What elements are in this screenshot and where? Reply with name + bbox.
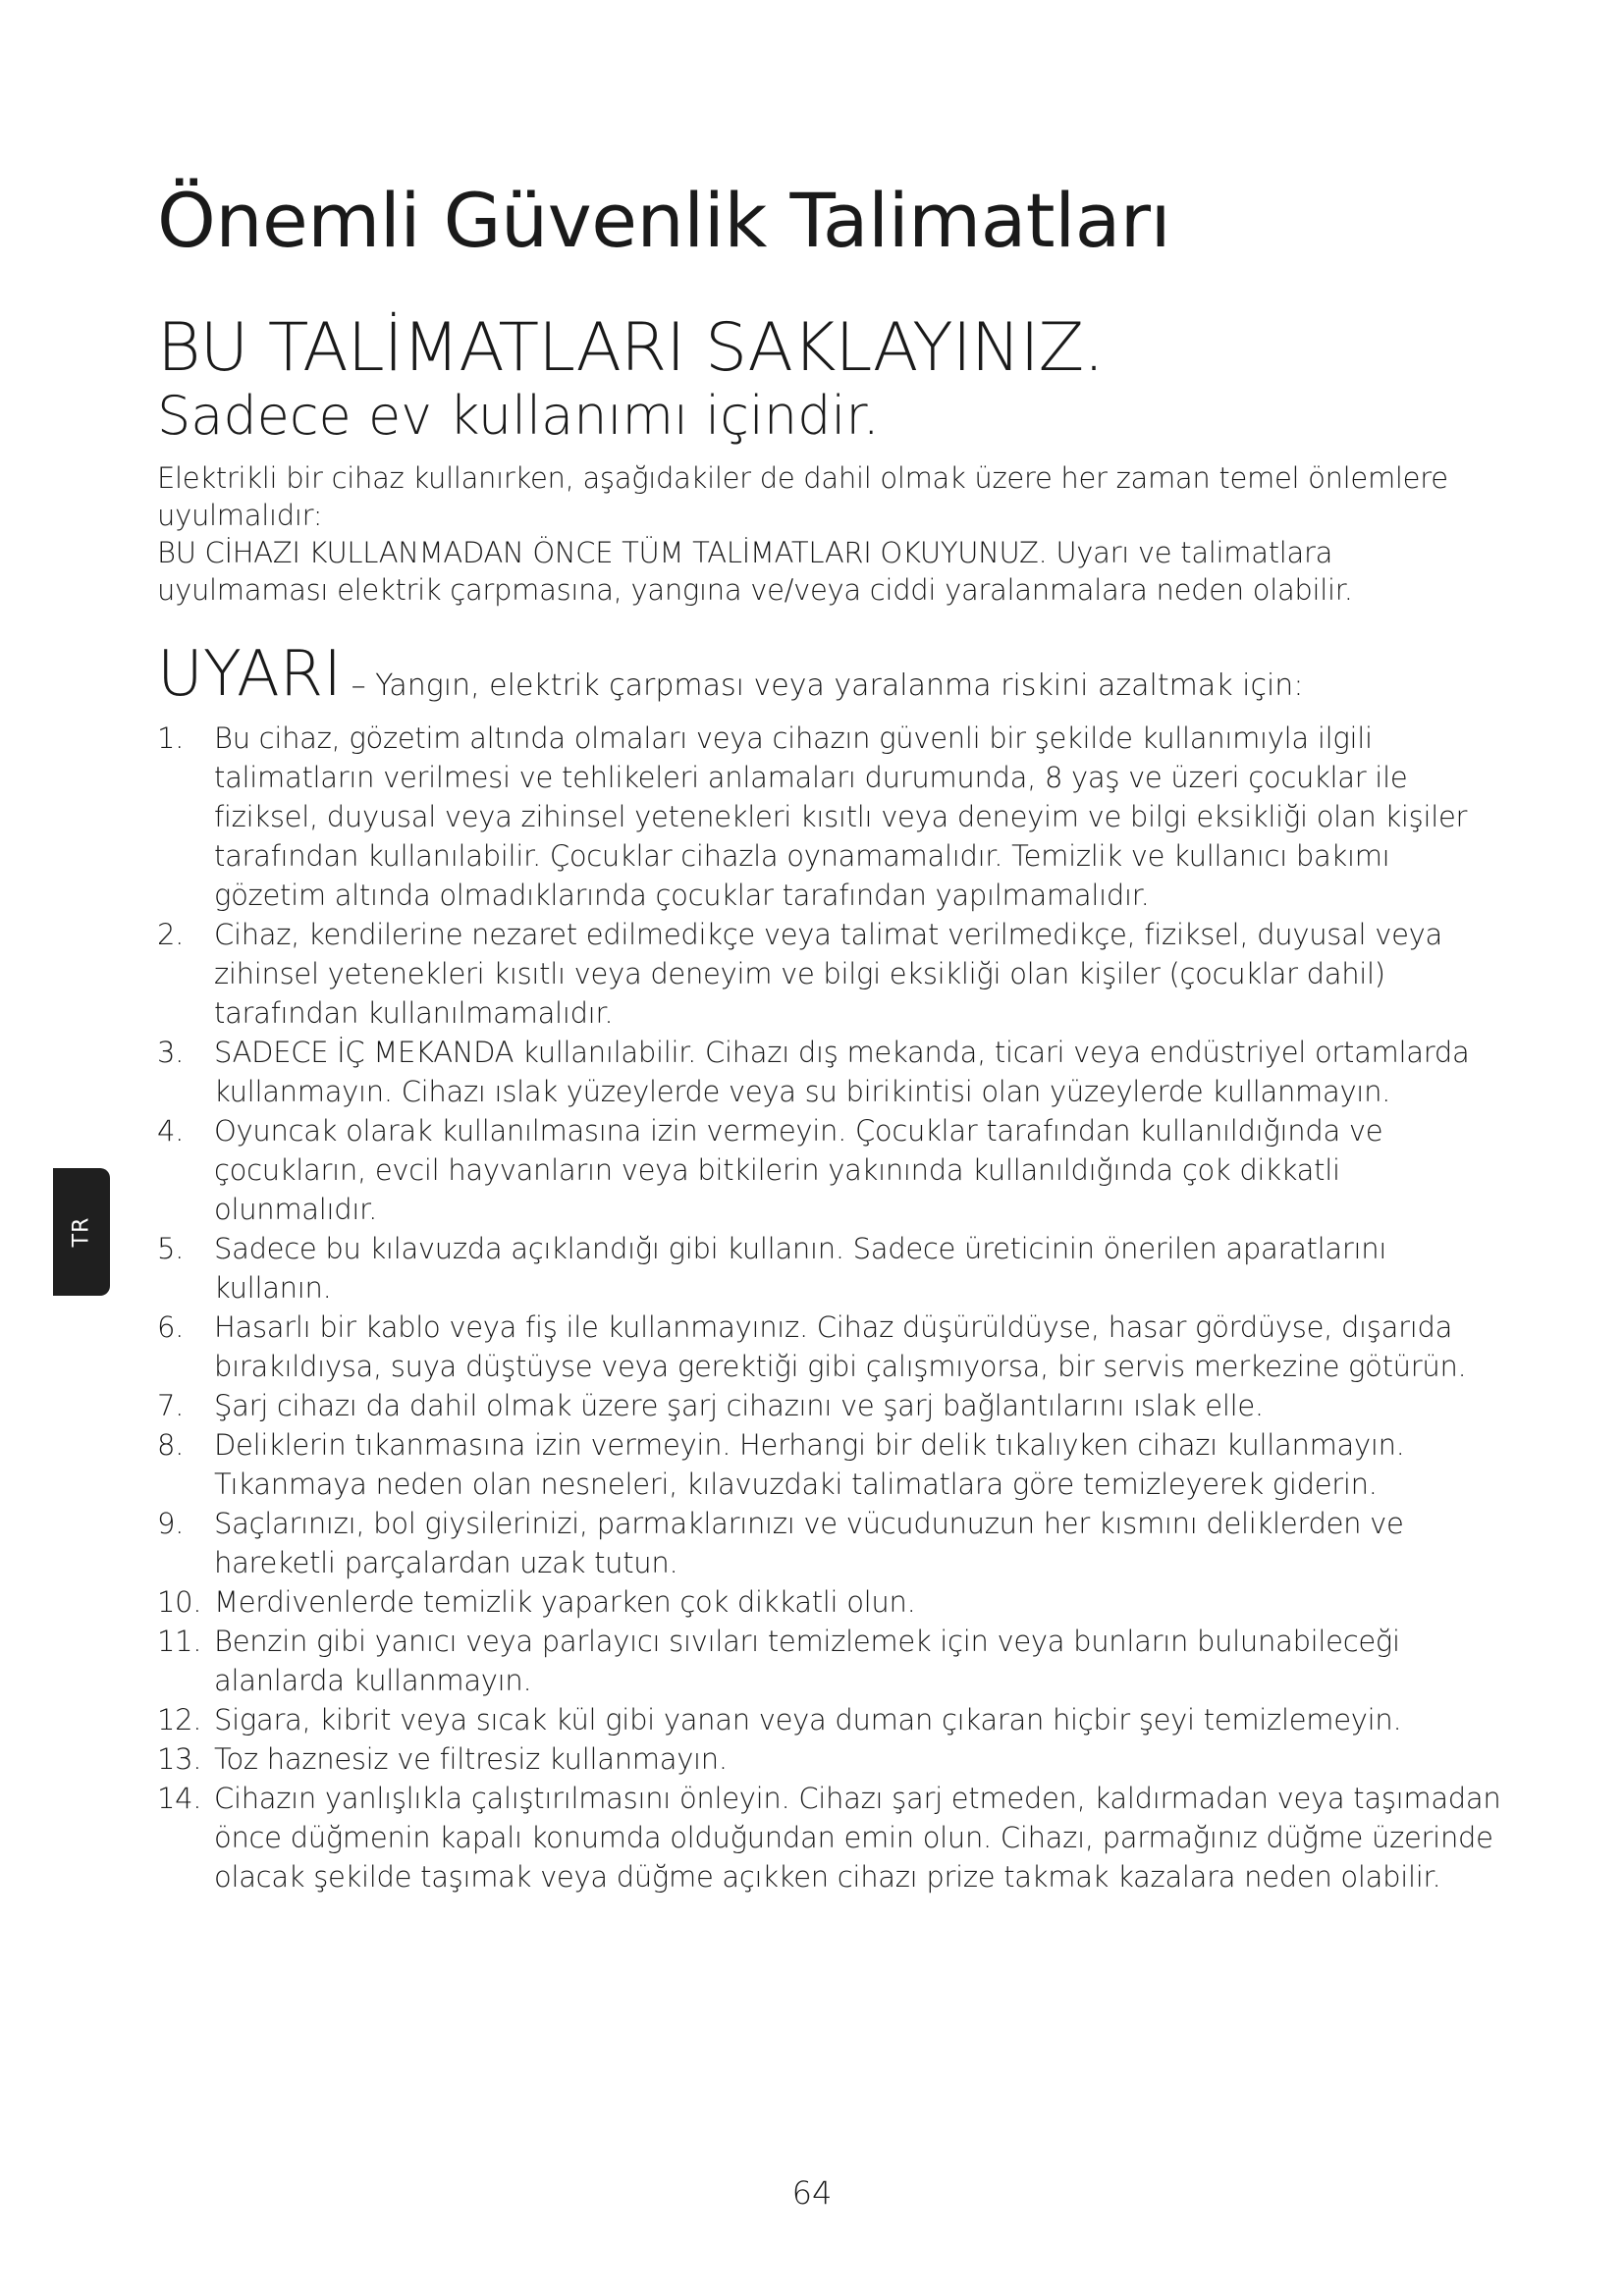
instruction-text: Oyuncak olarak kullanılmasına izin vermeyin. Çocuklar tarafından kullanıldığında ve çocukların, evcil hayvanların veya bitkilerin yakınında kullanıldığında çok dikkatli olunmalıdır. xyxy=(214,1114,1383,1226)
home-use-subheading: Sadece ev kullanımı içindir. xyxy=(157,385,880,447)
instruction-text: Şarj cihazı da dahil olmak üzere şarj cihazını ve şarj bağlantılarını ıslak elle. xyxy=(214,1389,1264,1422)
instruction-item xyxy=(157,1739,1502,1779)
safety-instructions-list xyxy=(157,719,1502,1896)
instruction-item xyxy=(157,719,1502,915)
instruction-item xyxy=(157,1700,1502,1739)
instruction-text: Sadece bu kılavuzda açıklandığı gibi kullanın. Sadece üreticinin önerilen aparatlarını kullanın. xyxy=(214,1232,1387,1305)
instruction-text: Deliklerin tıkanmasına izin vermeyin. Herhangi bir delik tıkalıyken cihazı kullanmayın. Tıkanmaya neden olan nesneleri, kılavuzdaki talimatlara göre temizleyerek giderin. xyxy=(214,1428,1405,1501)
instruction-text: Cihazın yanlışlıkla çalıştırılmasını önleyin. Cihazı şarj etmeden, kaldırmadan veya taşımadan önce düğmenin kapalı konumda olduğundan emin olun. Cihazı, parmağınız düğme üzerinde olacak şekilde taşımak veya düğme açıkken cihazı prize takmak kazalara neden olabilir. xyxy=(214,1782,1501,1894)
instruction-number: 9. xyxy=(157,1507,185,1540)
instruction-text: Merdivenlerde temizlik yaparken çok dikkatli olun. xyxy=(214,1585,916,1619)
instruction-item xyxy=(157,1111,1502,1229)
language-tab xyxy=(53,1168,110,1296)
instruction-text: Cihaz, kendilerine nezaret edilmedikçe veya talimat verilmedikçe, fiziksel, duyusal veya zihinsel yetenekleri kısıtlı veya deneyim ve bilgi eksikliği olan kişiler (çocuklar dahil) tarafından kullanılmamalıdır. xyxy=(214,918,1442,1030)
instruction-number: 5. xyxy=(157,1232,185,1265)
instruction-number: 7. xyxy=(157,1389,185,1422)
page-number: 64 xyxy=(791,2174,833,2212)
instruction-item xyxy=(157,1582,1502,1622)
instruction-item xyxy=(157,1504,1502,1582)
instruction-item xyxy=(157,1622,1502,1700)
intro-paragraph: Elektrikli bir cihaz kullanırken, aşağıdakiler de dahil olmak üzere her zaman temel önlemlere uyulmalıdır: xyxy=(157,461,1448,532)
instruction-number: 12. xyxy=(157,1703,202,1736)
warning-line xyxy=(157,638,1303,711)
instruction-text: SADECE İÇ MEKANDA kullanılabilir. Cihazı dış mekanda, ticari veya endüstriyel ortamlarda kullanmayın. Cihazı ıslak yüzeylerde veya su birikintisi olan yüzeylerde kullanmayın. xyxy=(214,1036,1470,1108)
instruction-number: 14. xyxy=(157,1782,202,1815)
instruction-text: Bu cihaz, gözetim altında olmaları veya cihazın güvenli bir şekilde kullanımıyla ilgili talimatların verilmesi ve tehlikeleri anlamaları durumunda, 8 yaş ve üzeri çocuklar ile fiziksel, duyusal veya zihinsel yetenekleri kısıtlı veya deneyim ve bilgi eksikliği olan kişiler tarafından kullanılabilir. Çocuklar cihazla oynamamalıdır. Temizlik ve kullanıcı bakımı gözetim altında olmadıklarında çocuklar tarafından yapılmamalıdır. xyxy=(214,721,1468,912)
language-tab-label: TR xyxy=(69,1216,94,1248)
instruction-number: 4. xyxy=(157,1114,185,1148)
instruction-number: 3. xyxy=(157,1036,185,1069)
instruction-number: 13. xyxy=(157,1742,202,1776)
instruction-text: Sigara, kibrit veya sıcak kül gibi yanan veya duman çıkaran hiçbir şeyi temizlemeyin. xyxy=(214,1703,1402,1736)
instruction-item xyxy=(157,1308,1502,1386)
instruction-number: 2. xyxy=(157,918,185,951)
instruction-item xyxy=(157,1425,1502,1504)
instruction-number: 8. xyxy=(157,1428,185,1462)
instruction-item xyxy=(157,915,1502,1033)
instruction-item xyxy=(157,1229,1502,1308)
instruction-text: Toz haznesiz ve filtresiz kullanmayın. xyxy=(214,1742,728,1776)
instruction-item xyxy=(157,1386,1502,1425)
warning-word: UYARI xyxy=(157,638,343,711)
save-instructions-heading: BU TALİMATLARI SAKLAYINIZ. xyxy=(157,309,1104,387)
instruction-item xyxy=(157,1033,1502,1111)
instruction-item xyxy=(157,1779,1502,1896)
instruction-number: 10. xyxy=(157,1585,202,1619)
intro-text xyxy=(157,459,1492,609)
instruction-text: Saçlarınızı, bol giysilerinizi, parmaklarınızı ve vücudunuzun her kısmını deliklerden ve hareketli parçalardan uzak tutun. xyxy=(214,1507,1404,1579)
instruction-text: Benzin gibi yanıcı veya parlayıcı sıvıları temizlemek için veya bunların bulunabileceği alanlarda kullanmayın. xyxy=(214,1625,1400,1697)
instruction-text: Hasarlı bir kablo veya fiş ile kullanmayınız. Cihaz düşürüldüyse, hasar gördüyse, dışarıda bırakıldıysa, suya düştüyse veya gerektiği gibi çalışmıyorsa, bir servis merkezine götürün. xyxy=(214,1310,1467,1383)
warning-text: – Yangın, elektrik çarpması veya yaralanma riskini azaltmak için: xyxy=(342,668,1304,703)
instruction-number: 11. xyxy=(157,1625,202,1658)
instruction-number: 6. xyxy=(157,1310,185,1344)
intro-paragraph: BU CİHAZI KULLANMADAN ÖNCE TÜM TALİMATLARI OKUYUNUZ. Uyarı ve talimatlara uyulmaması elektrik çarpmasına, yangına ve/veya ciddi yaralanmalara neden olabilir. xyxy=(157,536,1353,607)
page-title: Önemli Güvenlik Talimatları xyxy=(157,177,1171,264)
instruction-number: 1. xyxy=(157,721,185,755)
